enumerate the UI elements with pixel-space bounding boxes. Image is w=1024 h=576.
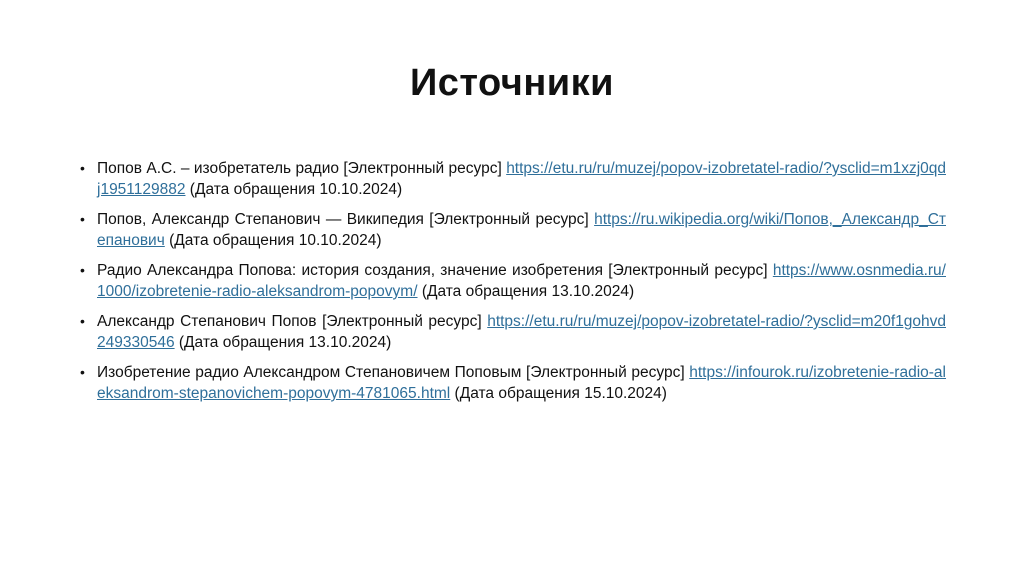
list-item [80,158,946,200]
bullet-icon: • [80,211,85,227]
reference-link[interactable]: https://ru.wikipedia.org/wiki/Попов,_Александр_Степанович [97,211,946,249]
reference-date: (Дата обращения 13.10.2024) [174,334,392,351]
reference-link[interactable]: https://infourok.ru/izobretenie-radio-aleksandrom-stepanovichem-popovym-4781065.html [97,364,946,402]
reference-date: (Дата обращения 10.10.2024) [164,232,382,249]
bullet-icon: • [80,160,85,176]
reference-text: Радио Александра Попова: история создания, значение изобретения [Электронный ресурс] [97,262,773,279]
references-list [80,158,946,413]
reference-text: Попов, Александр Степанович — Википедия [Электронный ресурс] [97,211,595,228]
bullet-icon: • [80,313,85,329]
reference-text: Александр Степанович Попов [Электронный ресурс] [97,313,488,330]
reference-link[interactable]: https://www.osnmedia.ru/1000/izobretenie-radio-aleksandrom-popovym/ [97,262,946,300]
reference-link[interactable]: https://etu.ru/ru/muzej/popov-izobretatel-radio/?ysclid=m20f1gohvd249330546 [97,313,946,351]
reference-text: Изобретение радио Александром Степановичем Поповым [Электронный ресурс] [97,364,690,381]
list-item [80,260,946,302]
reference-date: (Дата обращения 15.10.2024) [450,385,667,402]
page-title: Источники [409,62,615,104]
reference-date: (Дата обращения 13.10.2024) [417,283,635,300]
reference-link[interactable]: https://etu.ru/ru/muzej/popov-izobretatel-radio/?ysclid=m1xzj0qdj1951129882 [97,160,946,198]
list-item [80,362,946,404]
bullet-icon: • [80,364,85,380]
bullet-icon: • [80,262,85,278]
reference-date: (Дата обращения 10.10.2024) [185,181,403,198]
list-item [80,209,946,251]
reference-text: Попов А.С. – изобретатель радио [Электронный ресурс] [97,160,507,177]
list-item [80,311,946,353]
